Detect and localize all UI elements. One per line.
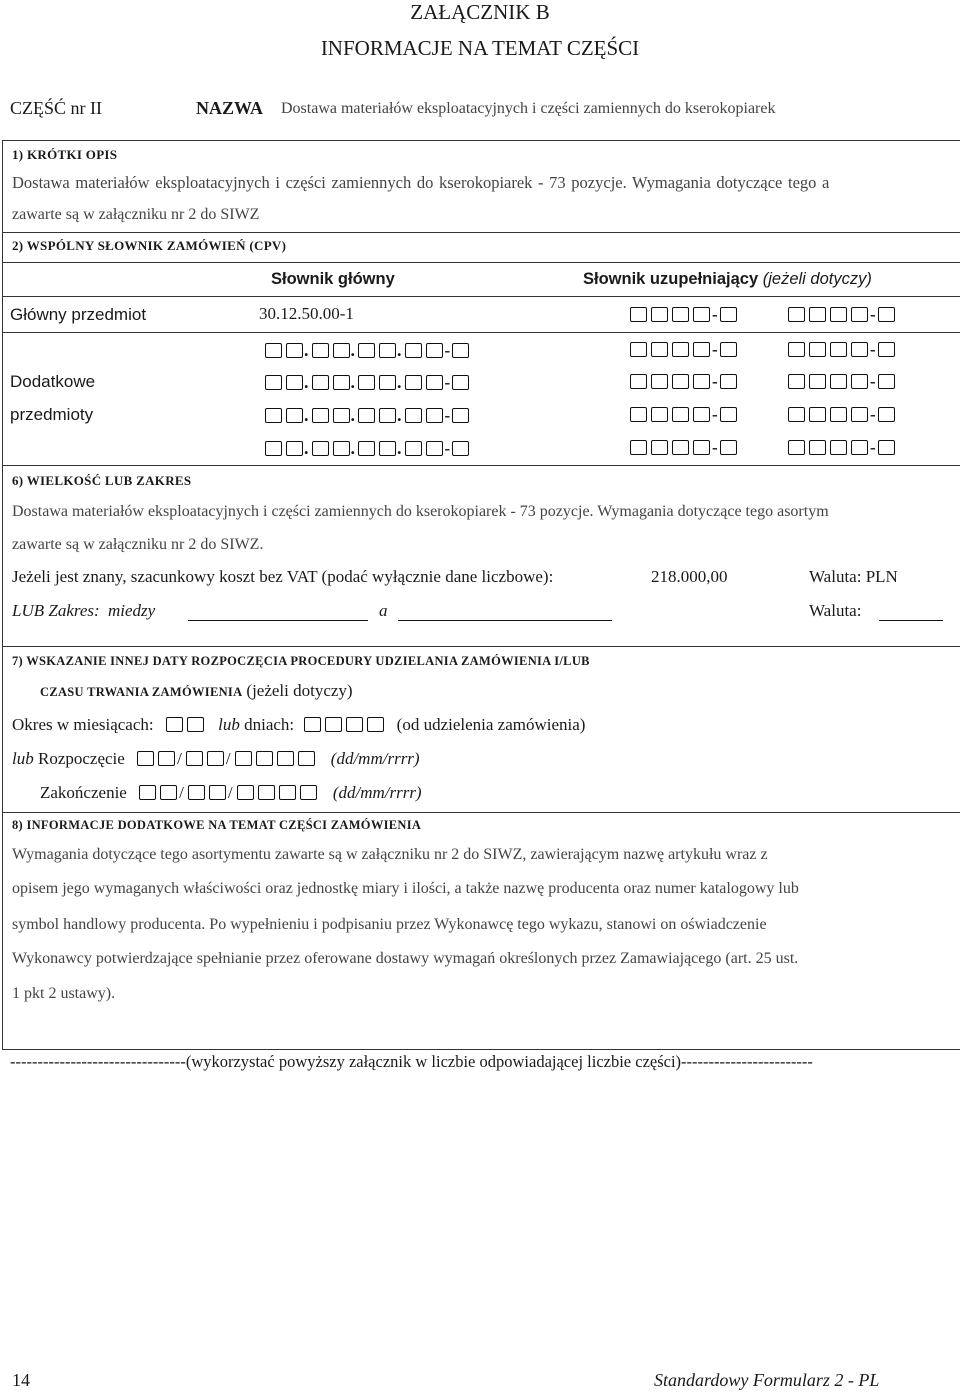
start-date-format: (dd/mm/rrrr) — [330, 749, 420, 768]
section1-heading: 1) KRÓTKI OPIS — [12, 147, 118, 162]
code-box[interactable] — [405, 441, 422, 456]
additional-label-2: przedmioty — [10, 405, 94, 424]
main-subject-label: Główny przedmiot — [10, 305, 147, 324]
date-box[interactable] — [298, 751, 315, 766]
section8-line: 1 pkt 2 ustawy). — [12, 985, 116, 1002]
code-box[interactable] — [358, 343, 375, 358]
section6-line2: zawarte są w załączniku nr 2 do SIWZ. — [12, 536, 264, 553]
code-box[interactable] — [426, 343, 443, 358]
date-box[interactable] — [188, 785, 205, 800]
additional-cpv-supp-a-3[interactable]: - — [630, 405, 741, 425]
additional-cpv-main-1[interactable]: . . . - — [265, 340, 473, 361]
code-box[interactable] — [693, 407, 710, 422]
code-box[interactable] — [809, 440, 826, 455]
date-box[interactable] — [137, 751, 154, 766]
date-box[interactable] — [258, 785, 275, 800]
month-box[interactable] — [187, 717, 204, 732]
divider — [2, 646, 960, 647]
code-box[interactable] — [851, 407, 868, 422]
code-box[interactable] — [809, 307, 826, 322]
code-box[interactable] — [830, 407, 847, 422]
code-box[interactable] — [333, 375, 350, 390]
cpv-supp-title: Słownik uzupełniający — [583, 270, 759, 288]
section8-heading: 8) INFORMACJE DODATKOWE NA TEMAT CZĘŚCI ZAMÓWIENIA — [12, 818, 422, 832]
code-box[interactable] — [672, 407, 689, 422]
document-title: ZAŁĄCZNIK B — [410, 0, 550, 24]
code-box[interactable] — [788, 440, 805, 455]
code-box[interactable] — [693, 307, 710, 322]
range-label: LUB Zakres: — [12, 601, 100, 620]
day-box[interactable] — [346, 717, 363, 732]
code-box[interactable] — [452, 343, 469, 358]
code-box[interactable] — [851, 374, 868, 389]
code-box[interactable] — [651, 342, 668, 357]
date-box[interactable] — [300, 785, 317, 800]
code-box[interactable] — [878, 407, 895, 422]
code-box[interactable] — [379, 441, 396, 456]
code-box[interactable] — [312, 375, 329, 390]
code-box[interactable] — [672, 374, 689, 389]
code-box[interactable] — [286, 343, 303, 358]
section8-line: opisem jego wymaganych właściwości oraz jednostkę miary i ilości, a także nazwę producenta oraz numer katalogowy lub — [12, 880, 799, 897]
code-box[interactable] — [312, 343, 329, 358]
part-number: CZĘŚĆ nr II — [10, 98, 102, 118]
date-box[interactable] — [235, 751, 252, 766]
range-from-field[interactable] — [188, 620, 368, 621]
code-box[interactable] — [333, 441, 350, 456]
date-box[interactable] — [186, 751, 203, 766]
code-box[interactable] — [830, 374, 847, 389]
additional-cpv-main-4[interactable]: . . . - — [265, 438, 473, 459]
end-row: Zakończenie / / (dd/mm/rrrr) — [40, 783, 422, 802]
divider — [2, 262, 960, 263]
section7-note: (jeżeli dotyczy) — [246, 681, 353, 700]
section7-heading-2 — [40, 681, 353, 701]
supp-code-main-2[interactable]: - — [788, 305, 899, 325]
additional-cpv-supp-a-1[interactable]: - — [630, 340, 741, 360]
month-box[interactable] — [166, 717, 183, 732]
code-box[interactable] — [358, 441, 375, 456]
code-box[interactable] — [452, 408, 469, 423]
days-label: dniach: — [244, 715, 295, 734]
additional-cpv-supp-b-1[interactable]: - — [788, 340, 899, 360]
code-box[interactable] — [265, 441, 282, 456]
additional-cpv-supp-b-3[interactable]: - — [788, 405, 899, 425]
currency-value: Waluta: PLN — [809, 567, 898, 586]
start-label: Rozpoczęcie — [37, 749, 125, 768]
section7-heading-2-text: CZASU TRWANIA ZAMÓWIENIA — [40, 685, 243, 699]
code-box[interactable] — [312, 408, 329, 423]
additional-label-1: Dodatkowe — [10, 372, 96, 391]
code-box[interactable] — [878, 307, 895, 322]
code-box[interactable] — [651, 307, 668, 322]
code-box[interactable] — [405, 375, 422, 390]
code-box[interactable] — [651, 407, 668, 422]
date-box[interactable] — [237, 785, 254, 800]
code-box[interactable] — [672, 440, 689, 455]
code-box[interactable] — [333, 343, 350, 358]
estimated-cost-label: Jeżeli jest znany, szacunkowy koszt bez VAT (podać wyłącznie dane liczbowe): — [12, 567, 554, 586]
divider — [2, 812, 960, 813]
code-box[interactable] — [358, 408, 375, 423]
code-box[interactable] — [788, 307, 805, 322]
date-box[interactable] — [158, 751, 175, 766]
date-box[interactable] — [209, 785, 226, 800]
day-box[interactable] — [304, 717, 321, 732]
code-box[interactable] — [312, 441, 329, 456]
code-box[interactable] — [286, 408, 303, 423]
divider — [2, 296, 960, 297]
code-box[interactable] — [720, 440, 737, 455]
range-and-label: a — [379, 601, 388, 620]
day-box[interactable] — [325, 717, 342, 732]
day-box[interactable] — [367, 717, 384, 732]
date-box[interactable] — [279, 785, 296, 800]
code-box[interactable] — [426, 441, 443, 456]
section1-line2: zawarte są w załączniku nr 2 do SIWZ — [12, 206, 260, 223]
end-label: Zakończenie — [40, 783, 127, 802]
code-box[interactable] — [286, 375, 303, 390]
code-box[interactable] — [693, 342, 710, 357]
code-box[interactable] — [265, 343, 282, 358]
code-box[interactable] — [720, 307, 737, 322]
code-box[interactable] — [878, 440, 895, 455]
code-box[interactable] — [630, 307, 647, 322]
usage-note: --------------------------------(wykorzystać powyższy załącznik w liczbie odpowiadającej liczbie części)------------------------ — [10, 1052, 813, 1071]
code-box[interactable] — [452, 441, 469, 456]
start-row: lub Rozpoczęcie / / (dd/mm/rrrr) — [12, 749, 420, 768]
days-note: (od udzielenia zamówienia) — [396, 715, 586, 734]
code-box[interactable] — [452, 375, 469, 390]
code-box[interactable] — [286, 441, 303, 456]
code-box[interactable] — [878, 342, 895, 357]
code-box[interactable] — [379, 408, 396, 423]
code-box[interactable] — [630, 440, 647, 455]
additional-cpv-supp-a-2[interactable]: - — [630, 372, 741, 392]
code-box[interactable] — [693, 440, 710, 455]
code-box[interactable] — [809, 374, 826, 389]
cpv-supp-header — [583, 270, 872, 289]
cpv-main-header: Słownik główny — [271, 270, 395, 288]
page-number: 14 — [12, 1370, 30, 1390]
additional-cpv-supp-a-4[interactable]: - — [630, 438, 741, 458]
code-box[interactable] — [720, 342, 737, 357]
section2-heading: 2) WSPÓLNY SŁOWNIK ZAMÓWIEŃ (CPV) — [12, 238, 287, 253]
code-box[interactable] — [379, 343, 396, 358]
code-box[interactable] — [630, 374, 647, 389]
code-box[interactable] — [672, 307, 689, 322]
code-box[interactable] — [405, 408, 422, 423]
section6-heading: 6) WIELKOŚĆ LUB ZAKRES — [12, 473, 192, 488]
currency-label-2: Waluta: — [809, 601, 862, 620]
estimated-cost-value: 218.000,00 — [651, 567, 728, 586]
code-box[interactable] — [788, 407, 805, 422]
document-subtitle: INFORMACJE NA TEMAT CZĘŚCI — [320, 36, 640, 60]
cpv-supp-note: (jeżeli dotyczy) — [762, 270, 872, 288]
months-row — [12, 715, 585, 735]
code-box[interactable] — [830, 342, 847, 357]
section6-line1: Dostawa materiałów eksploatacyjnych i części zamiennych do kserokopiarek - 73 pozycje. Wymagania dotyczące tego asortym — [12, 503, 829, 520]
months-label: Okres w miesiącach: — [12, 715, 154, 734]
code-box[interactable] — [358, 375, 375, 390]
code-box[interactable] — [426, 408, 443, 423]
section8-line: Wykonawcy potwierdzające spełnianie przez oferowane dostawy wymagań określonych przez Zamawiającego (art. 25 ust. — [12, 950, 799, 967]
section1-line1: Dostawa materiałów eksploatacyjnych i części zamiennych do kserokopiarek - 73 pozycje. Wymagania dotyczące tego a — [12, 173, 830, 192]
additional-cpv-main-2[interactable]: . . . - — [265, 372, 473, 393]
code-box[interactable] — [426, 375, 443, 390]
code-box[interactable] — [630, 342, 647, 357]
range-row — [12, 601, 155, 621]
range-from-label: miedzy — [107, 601, 156, 620]
end-date-format: (dd/mm/rrrr) — [332, 783, 422, 802]
code-box[interactable] — [809, 342, 826, 357]
form-name: Standardowy Formularz 2 - PL — [654, 1370, 880, 1390]
main-cpv-code: 30.12.50.00-1 — [259, 304, 354, 323]
code-box[interactable] — [851, 307, 868, 322]
divider — [2, 465, 960, 466]
section8-line: symbol handlowy producenta. Po wypełnieniu i podpisaniu przez Wykonawcę tego wykazu, stanowi on oświadczenie — [12, 916, 767, 933]
code-box[interactable] — [379, 375, 396, 390]
name-label: NAZWA — [196, 98, 264, 118]
date-box[interactable] — [277, 751, 294, 766]
code-box[interactable] — [878, 374, 895, 389]
code-box[interactable] — [630, 407, 647, 422]
currency-field[interactable] — [879, 620, 943, 621]
code-box[interactable] — [788, 374, 805, 389]
name-value: Dostawa materiałów eksploatacyjnych i części zamiennych do kserokopiarek — [281, 100, 776, 117]
code-box[interactable] — [720, 374, 737, 389]
code-box[interactable] — [720, 407, 737, 422]
code-box[interactable] — [830, 307, 847, 322]
section7-heading: 7) WSKAZANIE INNEJ DATY ROZPOCZĘCIA PROCEDURY UDZIELANIA ZAMÓWIENIA I/LUB — [12, 654, 590, 668]
divider — [2, 332, 960, 333]
range-to-field[interactable] — [398, 620, 612, 621]
code-box[interactable] — [265, 375, 282, 390]
code-box[interactable] — [851, 440, 868, 455]
code-box[interactable] — [809, 407, 826, 422]
code-box[interactable] — [788, 342, 805, 357]
divider — [2, 232, 960, 233]
date-box[interactable] — [139, 785, 156, 800]
additional-cpv-main-3[interactable]: . . . - — [265, 405, 473, 426]
or-days-label: lub — [218, 715, 240, 734]
date-box[interactable] — [207, 751, 224, 766]
code-box[interactable] — [651, 374, 668, 389]
additional-cpv-supp-b-4[interactable]: - — [788, 438, 899, 458]
supp-code-main-1[interactable]: - — [630, 305, 741, 325]
code-box[interactable] — [693, 374, 710, 389]
code-box[interactable] — [830, 440, 847, 455]
code-box[interactable] — [333, 408, 350, 423]
date-box[interactable] — [256, 751, 273, 766]
code-box[interactable] — [265, 408, 282, 423]
date-box[interactable] — [160, 785, 177, 800]
code-box[interactable] — [851, 342, 868, 357]
section8-line: Wymagania dotyczące tego asortymentu zawarte są w załączniku nr 2 do SIWZ, zawierającym nazwę artykułu wraz z — [12, 846, 768, 863]
code-box[interactable] — [405, 343, 422, 358]
additional-cpv-supp-b-2[interactable]: - — [788, 372, 899, 392]
code-box[interactable] — [651, 440, 668, 455]
code-box[interactable] — [672, 342, 689, 357]
or-start-label: lub — [12, 749, 34, 768]
